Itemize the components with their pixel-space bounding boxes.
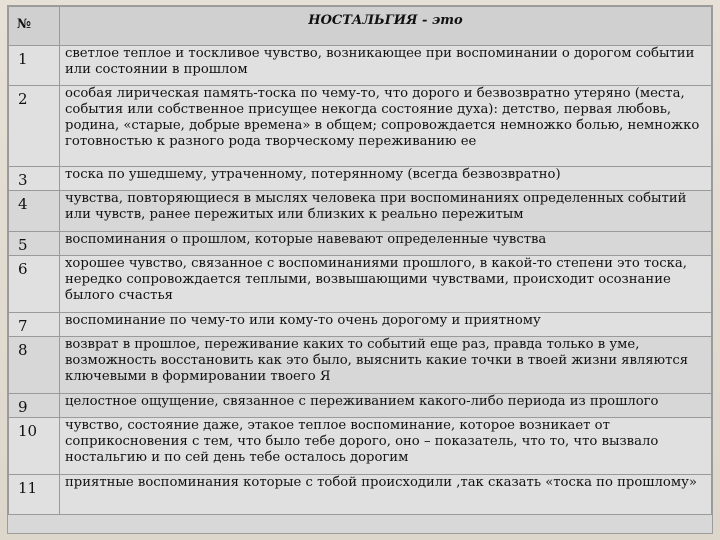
- table-title: НОСТАЛЬГИЯ - это: [60, 7, 712, 46]
- row-number: [9, 86, 60, 167]
- row-number: [9, 191, 60, 232]
- definitions-table-frame: [7, 5, 713, 534]
- row-definition: чувства, повторяющиеся в мыслях человека при воспоминаниях определенных событий или чувств, ранее пережитых или близких к реально пережитым: [60, 191, 712, 232]
- table-row: [9, 475, 712, 515]
- definitions-table: [8, 6, 712, 515]
- table-row: [9, 313, 712, 337]
- row-number-text: 6: [18, 260, 28, 278]
- row-number-text: 4: [18, 195, 28, 213]
- row-definition: хорошее чувство, связанное с воспоминаниями прошлого, в какой-то степени это тоска, нередко сопровождается теплыми, возвышающими чувствами, происходит осознание былого счастья: [60, 256, 712, 313]
- row-definition: особая лирическая память-тоска по чему-то, что дорого и безвозвратно утеряно (места, события или собственное присущее некогда состояние духа): детство, первая любовь, родина, «старые, добрые времена» в общем; сопровождается немножко болью, немножко готовностью к разного рода творческому переживанию ее: [60, 86, 712, 167]
- row-number: [9, 46, 60, 86]
- table-row: [9, 86, 712, 167]
- table-header-row: [9, 7, 712, 46]
- row-definition: возврат в прошлое, переживание каких то событий еще раз, правда только в уме, возможность восстановить как это было, выяснить какие точки в твоей жизни являются ключевыми в формировании твоего Я: [60, 337, 712, 394]
- row-number-text: 7: [18, 317, 28, 335]
- row-number-text: 2: [18, 90, 28, 108]
- row-number-text: 1: [18, 50, 28, 68]
- row-number-text: 8: [18, 341, 28, 359]
- table-row: [9, 232, 712, 256]
- row-number: [9, 313, 60, 337]
- row-number: [9, 394, 60, 418]
- row-definition: воспоминание по чему-то или кому-то очень дорогому и приятному: [60, 313, 712, 337]
- row-number: [9, 232, 60, 256]
- row-number-text: 10: [18, 422, 38, 440]
- table-row: [9, 191, 712, 232]
- row-number: [9, 337, 60, 394]
- row-definition: целостное ощущение, связанное с переживанием какого-либо периода из прошлого: [60, 394, 712, 418]
- table-row: [9, 337, 712, 394]
- row-definition: приятные воспоминания которые с тобой происходили ,так сказать «тоска по прошлому»: [60, 475, 712, 515]
- number-column-header: №: [9, 7, 60, 46]
- row-definition: тоска по ушедшему, утраченному, потерянному (всегда безвозвратно): [60, 167, 712, 191]
- row-number-text: 11: [18, 479, 38, 497]
- table-row: [9, 256, 712, 313]
- table-row: [9, 167, 712, 191]
- row-definition: чувство, состояние даже, этакое теплое воспоминание, которое возникает от соприкосновения с тем, что было тебе дорого, оно – показатель, что то, что вызвало ностальгию и по сей день тебе осталось дорогим: [60, 418, 712, 475]
- row-number: [9, 256, 60, 313]
- row-number: [9, 418, 60, 475]
- row-definition: воспоминания о прошлом, которые навевают определенные чувства: [60, 232, 712, 256]
- row-definition: светлое теплое и тоскливое чувство, возникающее при воспоминании о дорогом событии или состоянии в прошлом: [60, 46, 712, 86]
- table-row: [9, 418, 712, 475]
- row-number-text: 5: [18, 236, 28, 254]
- table-row: [9, 394, 712, 418]
- row-number-text: 3: [18, 171, 28, 189]
- row-number: [9, 167, 60, 191]
- table-row: [9, 46, 712, 86]
- row-number-text: 9: [18, 398, 28, 416]
- row-number: [9, 475, 60, 515]
